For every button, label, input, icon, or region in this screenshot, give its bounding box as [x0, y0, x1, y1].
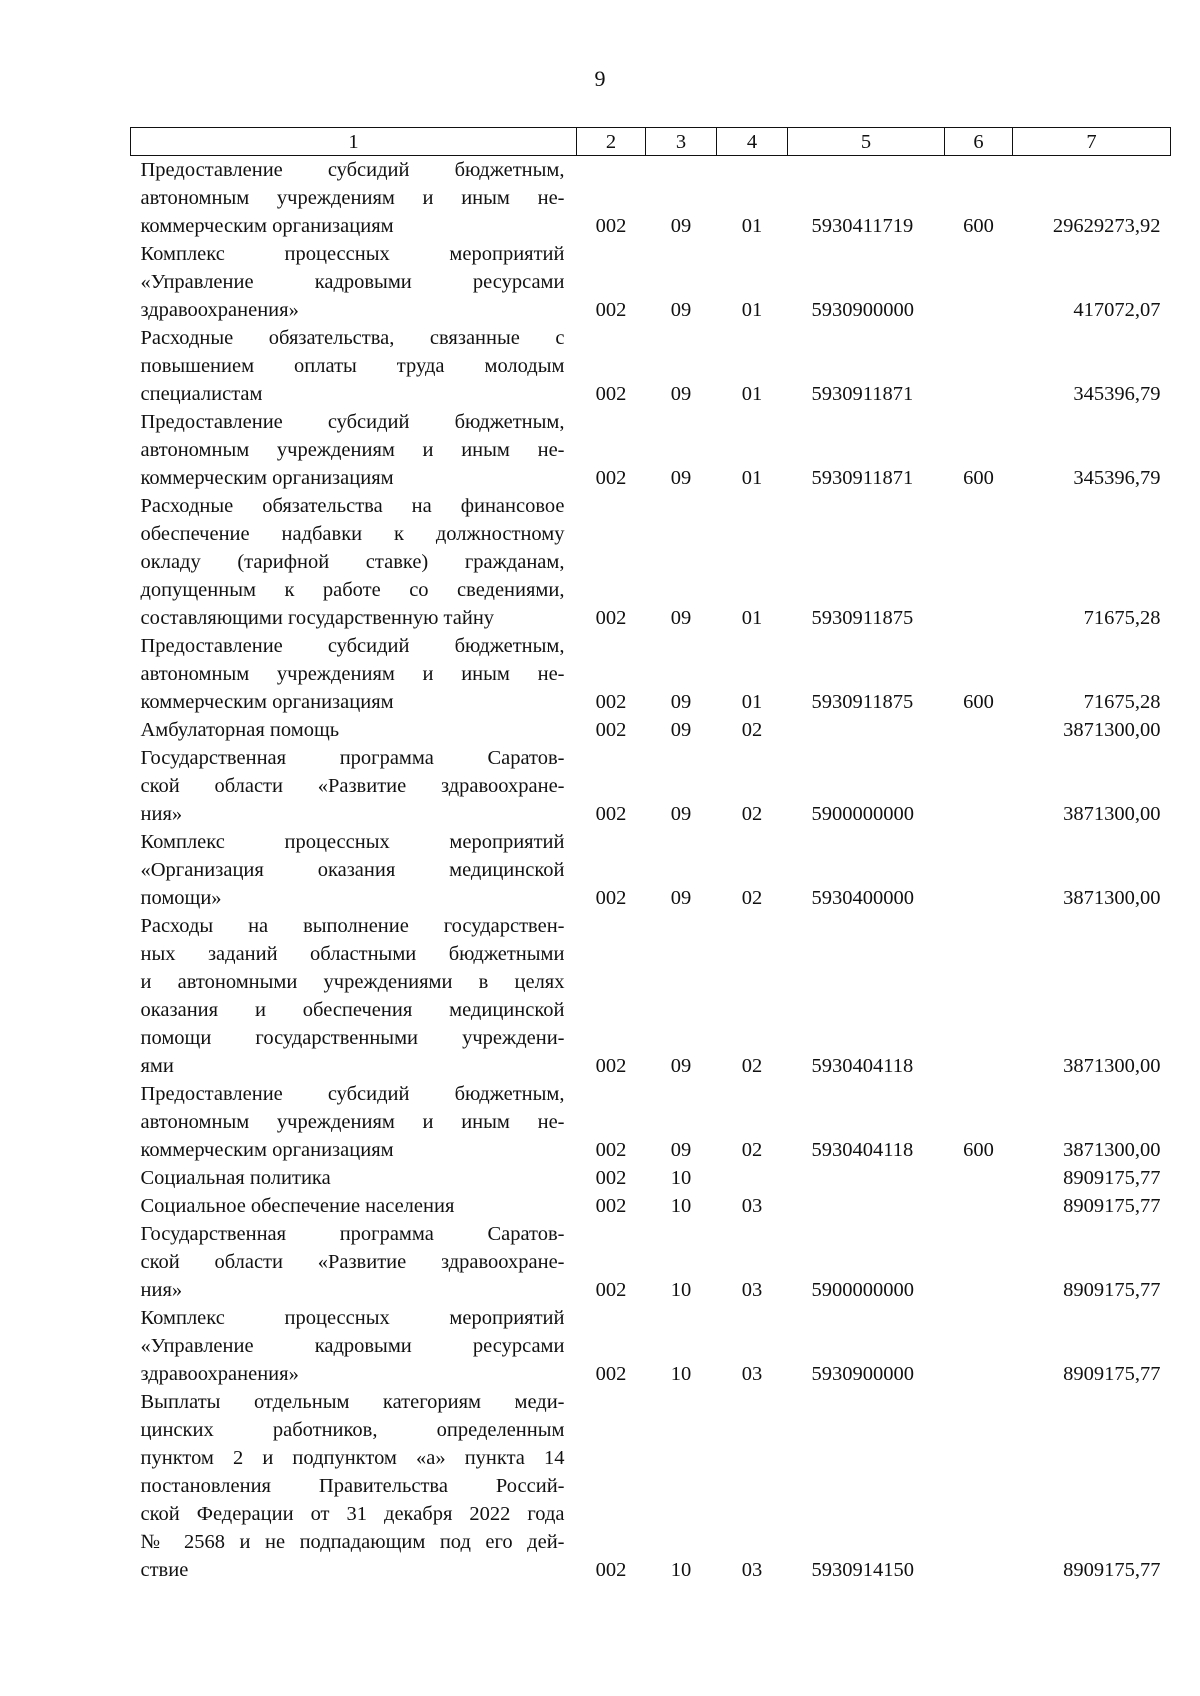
cell-col-2: 002 [595, 1139, 627, 1161]
cell-col-3: 09 [670, 383, 692, 405]
row-name-line: ями [140, 1055, 174, 1077]
cell-col-7: 8909175,77 [1063, 1363, 1161, 1385]
row-name-line: Комплекс процессных мероприятий [140, 1307, 565, 1329]
cell-col-6 [945, 744, 1013, 828]
row-name-line: «Управление кадровыми ресурсами [140, 271, 565, 293]
row-name-line: цинских работников, определенным [140, 1419, 565, 1441]
table-row [131, 408, 1171, 492]
cell-col-7: 3871300,00 [1063, 1055, 1161, 1077]
column-header-7: 7 [1013, 128, 1171, 156]
table-row [131, 716, 1171, 744]
cell-col-3: 10 [670, 1195, 692, 1217]
row-name [131, 240, 577, 324]
row-name-line: Расходы на выполнение государствен- [140, 915, 565, 937]
table-row [131, 1192, 1171, 1220]
cell-col-6 [945, 1388, 1013, 1584]
row-name-line: Государственная программа Саратов- [140, 1223, 565, 1245]
cell-col-3: 10 [670, 1279, 692, 1301]
cell-col-5 [788, 716, 945, 744]
cell-col-5: 5930900000 [811, 299, 914, 321]
cell-col-2: 002 [595, 1279, 627, 1301]
row-name-line: оказания и обеспечения медицинской [140, 999, 565, 1021]
table-row [131, 1080, 1171, 1164]
table-header-row [131, 128, 1171, 156]
cell-col-3: 09 [670, 719, 692, 741]
row-name-line: и автономными учреждениями в целях [140, 971, 565, 993]
row-name [131, 1388, 577, 1584]
cell-col-5: 5900000000 [811, 803, 914, 825]
cell-col-4: 01 [741, 299, 763, 321]
cell-col-6 [945, 492, 1013, 632]
row-name [131, 492, 577, 632]
cell-col-5: 5930911875 [811, 691, 914, 713]
table-body [131, 156, 1171, 1585]
table-row [131, 1164, 1171, 1192]
row-name-line: Расходные обязательства на финансовое [140, 495, 565, 517]
table-row [131, 912, 1171, 1080]
cell-col-3: 09 [670, 691, 692, 713]
table-row [131, 744, 1171, 828]
row-name-line: Государственная программа Саратов- [140, 747, 565, 769]
cell-col-5: 5930911871 [811, 383, 914, 405]
row-name-line: Предоставление субсидий бюджетным, [140, 1083, 565, 1105]
row-name-line: коммерческим организациям [140, 691, 394, 713]
cell-col-4: 01 [741, 691, 763, 713]
cell-col-6 [945, 828, 1013, 912]
row-name-line: ния» [140, 803, 183, 825]
cell-col-3: 09 [670, 887, 692, 909]
cell-col-4: 02 [741, 719, 763, 741]
row-name [131, 1304, 577, 1388]
cell-col-6: 600 [963, 215, 994, 237]
cell-col-5: 5930411719 [811, 215, 914, 237]
cell-col-5: 5930911875 [811, 607, 914, 629]
cell-col-7: 345396,79 [1073, 383, 1161, 405]
cell-col-4 [717, 1164, 788, 1192]
row-name-line: коммерческим организациям [140, 467, 394, 489]
row-name-line: обеспечение надбавки к должностному [140, 523, 565, 545]
row-name-line: ской области «Развитие здравоохране- [140, 775, 565, 797]
row-name [131, 156, 577, 241]
cell-col-7: 3871300,00 [1063, 1139, 1161, 1161]
cell-col-2: 002 [595, 467, 627, 489]
column-header-1: 1 [131, 128, 577, 156]
row-name-line: автономным учреждениям и иным не- [140, 1111, 565, 1133]
cell-col-2: 002 [595, 803, 627, 825]
cell-col-5: 5930914150 [811, 1559, 914, 1581]
cell-col-5 [788, 1164, 945, 1192]
cell-col-3: 09 [670, 299, 692, 321]
cell-col-2: 002 [595, 1195, 627, 1217]
row-name [131, 1220, 577, 1304]
cell-col-6 [945, 1304, 1013, 1388]
table-row [131, 828, 1171, 912]
row-name-line: ской области «Развитие здравоохране- [140, 1251, 565, 1273]
cell-col-2: 002 [595, 299, 627, 321]
cell-col-3: 09 [670, 1055, 692, 1077]
row-name [131, 324, 577, 408]
row-name-line: составляющими государственную тайну [140, 607, 495, 629]
cell-col-5 [788, 1192, 945, 1220]
row-name-line: Социальное обеспечение населения [140, 1195, 455, 1217]
cell-col-5: 5930400000 [811, 887, 914, 909]
column-header-4: 4 [717, 128, 788, 156]
page-number: 9 [594, 66, 606, 91]
column-header-6: 6 [945, 128, 1013, 156]
row-name-line: помощи государственными учреждени- [140, 1027, 565, 1049]
cell-col-6 [945, 240, 1013, 324]
row-name-line: ния» [140, 1279, 183, 1301]
cell-col-6 [945, 716, 1013, 744]
cell-col-7: 3871300,00 [1063, 719, 1161, 741]
row-name [131, 408, 577, 492]
row-name-line: коммерческим организациям [140, 215, 394, 237]
table-row [131, 324, 1171, 408]
cell-col-3: 10 [670, 1167, 692, 1189]
row-name-line: ствие [140, 1559, 189, 1581]
cell-col-3: 10 [670, 1559, 692, 1581]
cell-col-4: 02 [741, 1139, 763, 1161]
row-name-line: коммерческим организациям [140, 1139, 394, 1161]
cell-col-6 [945, 912, 1013, 1080]
row-name-line: автономным учреждениям и иным не- [140, 439, 565, 461]
cell-col-6: 600 [963, 1139, 994, 1161]
row-name-line: Комплекс процессных мероприятий [140, 243, 565, 265]
row-name-line: допущенным к работе со сведениями, [140, 579, 565, 601]
row-name-line: Выплаты отдельным категориям меди- [140, 1391, 565, 1413]
row-name-line: «Управление кадровыми ресурсами [140, 1335, 565, 1357]
row-name-line: здравоохранения» [140, 1363, 299, 1385]
row-name-line: помощи» [140, 887, 222, 909]
cell-col-4: 03 [741, 1559, 763, 1581]
table-row [131, 492, 1171, 632]
row-name-line: Социальная политика [140, 1167, 331, 1189]
cell-col-6: 600 [963, 691, 994, 713]
column-header-2: 2 [577, 128, 646, 156]
cell-col-6 [945, 1164, 1013, 1192]
cell-col-4: 03 [741, 1279, 763, 1301]
cell-col-2: 002 [595, 1167, 627, 1189]
cell-col-4: 03 [741, 1363, 763, 1385]
row-name [131, 744, 577, 828]
cell-col-3: 09 [670, 467, 692, 489]
budget-table [130, 127, 1171, 1584]
row-name-line: ской Федерации от 31 декабря 2022 года [140, 1503, 565, 1525]
cell-col-4: 02 [741, 887, 763, 909]
cell-col-7: 8909175,77 [1063, 1167, 1161, 1189]
cell-col-3: 09 [670, 803, 692, 825]
row-name-line: ных заданий областными бюджетными [140, 943, 565, 965]
cell-col-3: 10 [670, 1363, 692, 1385]
cell-col-2: 002 [595, 691, 627, 713]
cell-col-2: 002 [595, 383, 627, 405]
cell-col-6: 600 [963, 467, 994, 489]
cell-col-3: 09 [670, 607, 692, 629]
row-name-line: автономным учреждениям и иным не- [140, 663, 565, 685]
cell-col-3: 09 [670, 215, 692, 237]
row-name-line: повышением оплаты труда молодым [140, 355, 565, 377]
cell-col-6 [945, 1220, 1013, 1304]
row-name-line: Комплекс процессных мероприятий [140, 831, 565, 853]
row-name [131, 912, 577, 1080]
cell-col-4: 01 [741, 607, 763, 629]
cell-col-2: 002 [595, 215, 627, 237]
cell-col-7: 71675,28 [1083, 691, 1161, 713]
row-name-line: № 2568 и не подпадающим под его дей- [140, 1531, 565, 1553]
cell-col-7: 417072,07 [1073, 299, 1161, 321]
cell-col-5: 5930911871 [811, 467, 914, 489]
row-name-line: автономным учреждениям и иным не- [140, 187, 565, 209]
row-name-line: окладу (тарифной ставке) гражданам, [140, 551, 565, 573]
table-header [131, 128, 1171, 156]
cell-col-7: 3871300,00 [1063, 887, 1161, 909]
row-name-line: Предоставление субсидий бюджетным, [140, 159, 565, 181]
cell-col-5: 5930404118 [811, 1055, 914, 1077]
row-name [131, 632, 577, 716]
row-name-line: здравоохранения» [140, 299, 299, 321]
cell-col-6 [945, 1192, 1013, 1220]
row-name-line: «Организация оказания медицинской [140, 859, 565, 881]
cell-col-7: 8909175,77 [1063, 1195, 1161, 1217]
row-name [131, 716, 577, 744]
row-name-line: Предоставление субсидий бюджетным, [140, 411, 565, 433]
row-name-line: Расходные обязательства, связанные с [140, 327, 565, 349]
table-row [131, 632, 1171, 716]
table-row [131, 1388, 1171, 1584]
cell-col-2: 002 [595, 719, 627, 741]
row-name-line: Амбулаторная помощь [140, 719, 340, 741]
row-name-line: постановления Правительства Россий- [140, 1475, 565, 1497]
cell-col-5: 5930900000 [811, 1363, 914, 1385]
column-header-5: 5 [788, 128, 945, 156]
cell-col-4: 01 [741, 383, 763, 405]
cell-col-7: 29629273,92 [1052, 215, 1161, 237]
cell-col-2: 002 [595, 1055, 627, 1077]
cell-col-6 [945, 324, 1013, 408]
cell-col-5: 5930404118 [811, 1139, 914, 1161]
row-name-line: пунктом 2 и подпунктом «а» пункта 14 [140, 1447, 565, 1469]
cell-col-2: 002 [595, 887, 627, 909]
table-row [131, 1220, 1171, 1304]
cell-col-5: 5900000000 [811, 1279, 914, 1301]
cell-col-7: 3871300,00 [1063, 803, 1161, 825]
cell-col-2: 002 [595, 1363, 627, 1385]
table-row [131, 156, 1171, 241]
row-name-line: Предоставление субсидий бюджетным, [140, 635, 565, 657]
cell-col-2: 002 [595, 1559, 627, 1581]
cell-col-4: 03 [741, 1195, 763, 1217]
cell-col-2: 002 [595, 607, 627, 629]
row-name [131, 1192, 577, 1220]
table-row [131, 1304, 1171, 1388]
cell-col-4: 01 [741, 215, 763, 237]
row-name [131, 1164, 577, 1192]
cell-col-7: 71675,28 [1083, 607, 1161, 629]
cell-col-7: 8909175,77 [1063, 1559, 1161, 1581]
row-name-line: специалистам [140, 383, 263, 405]
cell-col-7: 345396,79 [1073, 467, 1161, 489]
cell-col-7: 8909175,77 [1063, 1279, 1161, 1301]
cell-col-4: 01 [741, 467, 763, 489]
cell-col-4: 02 [741, 803, 763, 825]
row-name [131, 828, 577, 912]
table-row [131, 240, 1171, 324]
cell-col-4: 02 [741, 1055, 763, 1077]
row-name [131, 1080, 577, 1164]
cell-col-3: 09 [670, 1139, 692, 1161]
column-header-3: 3 [646, 128, 717, 156]
